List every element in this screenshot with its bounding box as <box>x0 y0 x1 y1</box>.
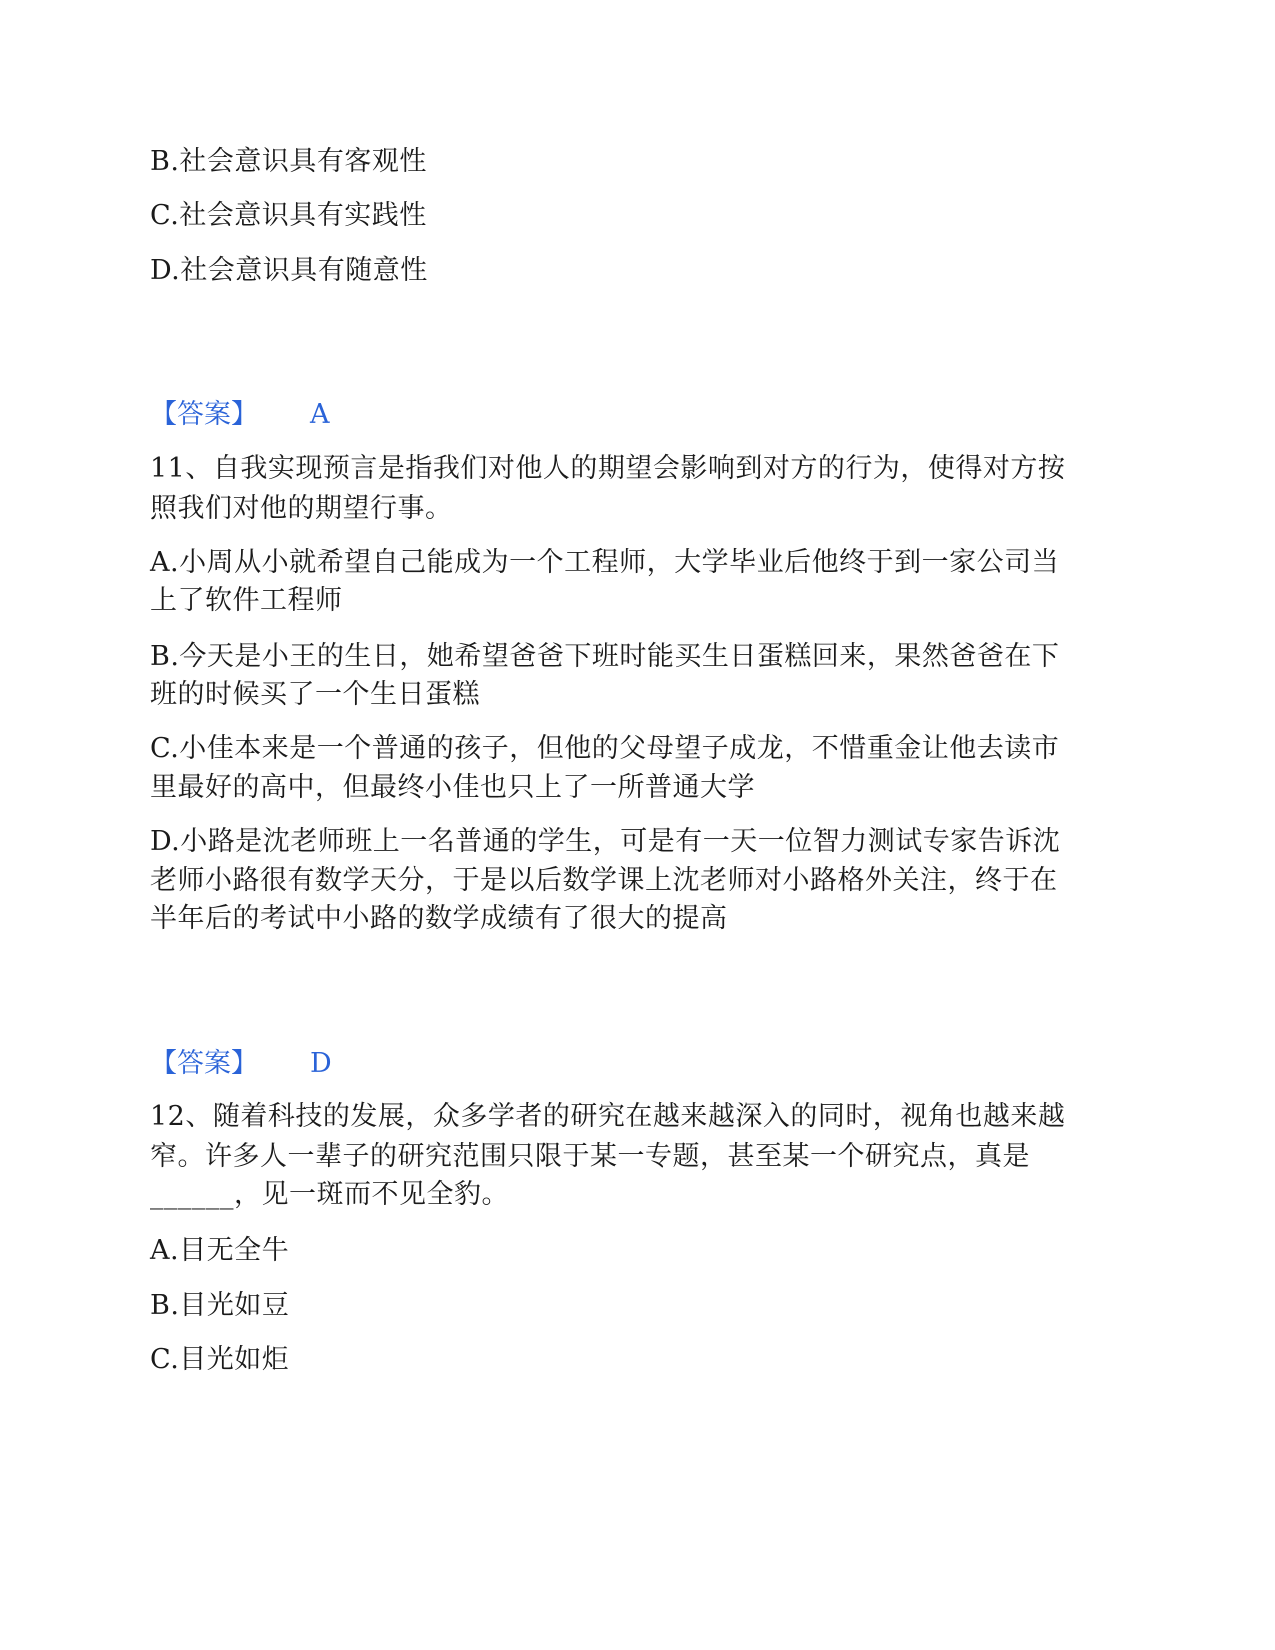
q12-stem-line-1: 12、随着科技的发展，众多学者的研究在越来越深入的同时，视角也越来越 <box>150 1101 1066 1132</box>
q11-stem-line-1: 11、自我实现预言是指我们对他人的期望会影响到对方的行为，使得对方按 <box>150 453 1066 484</box>
q11-option-d-line-2: 老师小路很有数学天分，于是以后数学课上沈老师对小路格外关注，终于在 <box>150 865 1058 896</box>
q12-option-c: C.目光如炬 <box>150 1344 290 1375</box>
q10-answer-value: A <box>310 399 330 430</box>
q11-option-b-line-2: 班的时候买了一个生日蛋糕 <box>150 679 480 710</box>
q11-option-a-line-1: A.小周从小就希望自己能成为一个工程师，大学毕业后他终于到一家公司当 <box>150 547 1060 578</box>
q11-option-c-line-1: C.小佳本来是一个普通的孩子，但他的父母望子成龙，不惜重金让他去读市 <box>150 733 1060 764</box>
q11-stem-line-2: 照我们对他的期望行事。 <box>150 493 453 524</box>
q12-stem-line-3: ______，见一斑而不见全豹。 <box>150 1179 509 1210</box>
q11-option-d-line-1: D.小路是沈老师班上一名普通的学生，可是有一天一位智力测试专家告诉沈 <box>150 826 1061 857</box>
q11-answer <box>150 1044 332 1084</box>
q11-option-b-line-1: B.今天是小王的生日，她希望爸爸下班时能买生日蛋糕回来，果然爸爸在下 <box>150 641 1060 672</box>
q11-option-d-line-3: 半年后的考试中小路的数学成绩有了很大的提高 <box>150 903 728 934</box>
q12-option-b: B.目光如豆 <box>150 1290 290 1321</box>
q12-stem-line-2: 窄。许多人一辈子的研究范围只限于某一专题，甚至某一个研究点，真是 <box>150 1141 1030 1172</box>
q11-option-c-line-2: 里最好的高中，但最终小佳也只上了一所普通大学 <box>150 772 755 803</box>
q10-answer <box>150 395 330 435</box>
q10-answer-label: 【答案】 <box>150 399 258 430</box>
q10-option-b: B.社会意识具有客观性 <box>150 146 427 177</box>
q11-option-a-line-2: 上了软件工程师 <box>150 585 343 616</box>
q12-option-a: A.目无全牛 <box>150 1235 290 1266</box>
q10-option-c: C.社会意识具有实践性 <box>150 200 427 231</box>
q11-answer-value: D <box>310 1048 332 1079</box>
q11-answer-label: 【答案】 <box>150 1048 258 1079</box>
q10-option-d: D.社会意识具有随意性 <box>150 255 428 286</box>
